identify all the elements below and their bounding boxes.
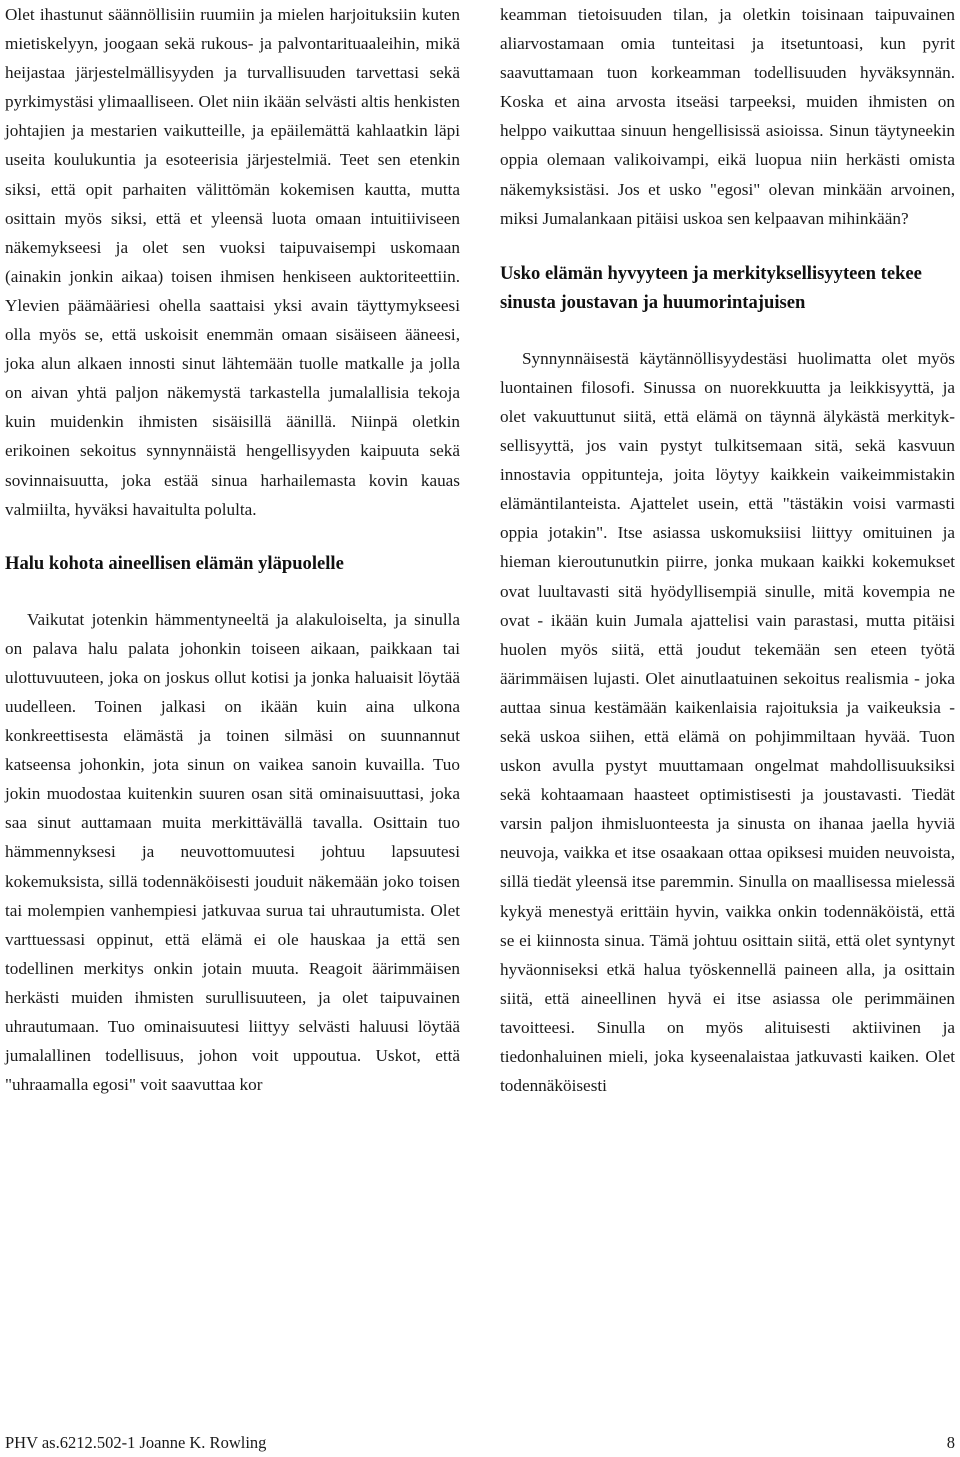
left-column xyxy=(5,0,460,1099)
continuation-paragraph: keamman tietoisuuden tilan, ja oletkin toisinaan taipuvainen aliarvostamaan omia tunteitasi ja itsetuntoasi, kun pyrit saavuttamaan tuon korkeamman todellisuuden hyväksynnän. Koska et aina arvosta itseäsi tarpeeksi, muiden ihmisten on helppo vaikuttaa sinuun hengellisissä asioissa. Sinun täytyneekin oppia olemaan valikoivampi, eikä luopua niin herkästi omista näkemyksistäsi. Jos et usko "egosi" olevan minkään arvoinen, miksi Jumalankaan pitäisi uskoa sen kelpaavan mihinkään? xyxy=(500,5,955,228)
right-column xyxy=(500,0,955,1100)
section-heading-halu: Halu kohota aineellisen elämän yläpuolelle xyxy=(5,552,344,574)
intro-paragraph: Olet ihastunut säännöllisiin ruumiin ja mielen harjoituksiin kuten mietiskelyyn, joogaan sekä rukous- ja palvontarituaaleihin, mikä heijastaa järjestelmällisyyden ja turvallisuuden tarvettasi sekä pyrkimystäsi ylimaalliseen. Olet niin ikään selvästi altis henkisten johtajien ja mestarien vaikutteille, ja epäilemättä kahlaatkin läpi useita koulukuntia ja esoteerisia järjestelmiä. Teet sen etenkin siksi, että opit parhaiten välittömän kokemisen kautta, mutta osittain myös siksi, että et yleensä luota omaan intuitiiviseen näkemykseesi ja olet sen vuoksi taipuvaisempi uskomaan (ainakin jonkin aikaa) toisen ihmisen henkiseen auktoriteettiin. Ylevien päämääriesi ohella saattaisi yksi avain täyttymykseesi olla myös se, että uskoisit enemmän omaan sisäiseen ääneesi, joka alun alkaen innosti sinut lähtemään tuolle matkalle ja jolla on aivan yhtä paljon näkemystä tarkastella jumalallisia tekoja kuin muidenkin ihmisten sisäisillä äänillä. Niinpä oletkin erikoinen sekoitus synnynnäistä hengellisyyden kaipuuta sekä sovinnaisuutta, joka estää sinua harhailemasta kovin kauas valmiilta, hyväksi havaitulta polulta. xyxy=(5,5,460,519)
footer-source: PHV as.6212.502-1 Joanne K. Rowling xyxy=(5,1433,267,1452)
page-number: 8 xyxy=(946,1433,955,1452)
section-paragraph-usko: Synnynnäisestä käytännöllisyydestäsi huolimatta olet myös luontainen filosofi. Sinussa on nuorekkuutta ja leikkisyyttä, ja olet vakuuttunut siitä, että elämä on täynnä älykästä merkityksellisyyttä, jos vain pystyt tulkitsemaan sitä, sekä kasvuun innostavia oppitunteja, joita löytyy kaikkein vaikeimmistakin elämäntilanteista. Ajattelet usein, että "tästäkin voisi varmasti oppia jotakin". Itse asiassa uskomuksiisi liittyy omituinen ja hieman kieroutunutkin piirre, jonka mukaan kaikki kokemukset ovat luultavasti sitä hyödyllisempiä sinulle, mitä kovempia ne ovat - ikään kuin Jumala ajattelisi vain parastasi, mutta pitäisi huolen myös siitä, että joudut tekemään sen eteen työtä äärimmäisen lujasti. Olet ainutlaatuinen sekoitus realismia - joka auttaa sinua kestämään kaikenlaisia rajoituksia ja vaikeuksia - sekä uskoa siihen, että elämä on pohjimmiltaan hyvää. Tuon uskon avulla pystyt muuttamaan ongelmat mahdollisuuksiksi sekä kohtaamaan haasteet optimistisesti ja joustavasti. Tiedät varsin paljon ihmisluonteesta ja sinusta on ihanaa jaella hyviä neuvoja, vaikka et itse osaakaan ottaa opiksesi muiden neuvoista, sillä tiedät yleensä itse paremmin. Sinulla on maallisessa mielessä kykyä menestyä erittäin hyvin, vaikka onkin todennäköistä, että se ei kiinnosta sinua. Tämä johtuu osittain siitä, että olet syntynyt hyväonniseksi etkä halua työskennellä paineen alla, ja osittain siitä, että aineellinen hyvä ei itse asiassa ole perimmäinen tavoitteesi. Sinulla on myös alituisesti aktiivinen ja tiedonhaluinen mieli, joka kyseenalaistaa jatkuvasti kaiken. Olet todennäköisesti xyxy=(500,348,955,1096)
section-heading-usko: Usko elämän hyvyyteen ja merkityksellisyyteen tekee sinusta joustavan ja huumorintajuisen xyxy=(500,262,922,313)
section-paragraph-halu: Vaikutat jotenkin hämmentyneeltä ja alakuloiselta, ja sinulla on palava halu palata johonkin toiseen aikaan, paikkaan tai ulottuvuuteen, joka on joskus ollut kotisi ja jonka haluaisit löytää uudelleen. Toinen jalkasi on ikään kuin aina ulkona konkreettisesta elämästä ja toinen silmäsi on suunnannut katseensa johonkin, jota sinun on vaikea sanoin kuvailla. Tuo jokin muodostaa kuitenkin suuren osan sitä ominaisuuttasi, joka saa sinut auttamaan muita merkittävällä tavalla. Osittain tuo hämmennyksesi ja neuvottomuutesi johtuu lapsuutesi kokemuksista, sillä todennäköisesti jouduit näkemään joko toisen tai molempien vanhempiesi jatkuvaa surua tai uhrautumista. Olet varttuessasi oppinut, että elämä ei ole hauskaa ja että sen todellinen merkitys onkin jotain muuta. Reagoit äärimmäisen herkästi muiden ihmisten surullisuuteen, ja olet taipuvainen uhrautumaan. Tuo ominaisuutesi liittyy selvästi haluusi löytää jumalallinen todellisuus, johon voit uppoutua. Uskot, että "uhraamalla egosi" voit saavuttaa kor xyxy=(5,609,460,1095)
